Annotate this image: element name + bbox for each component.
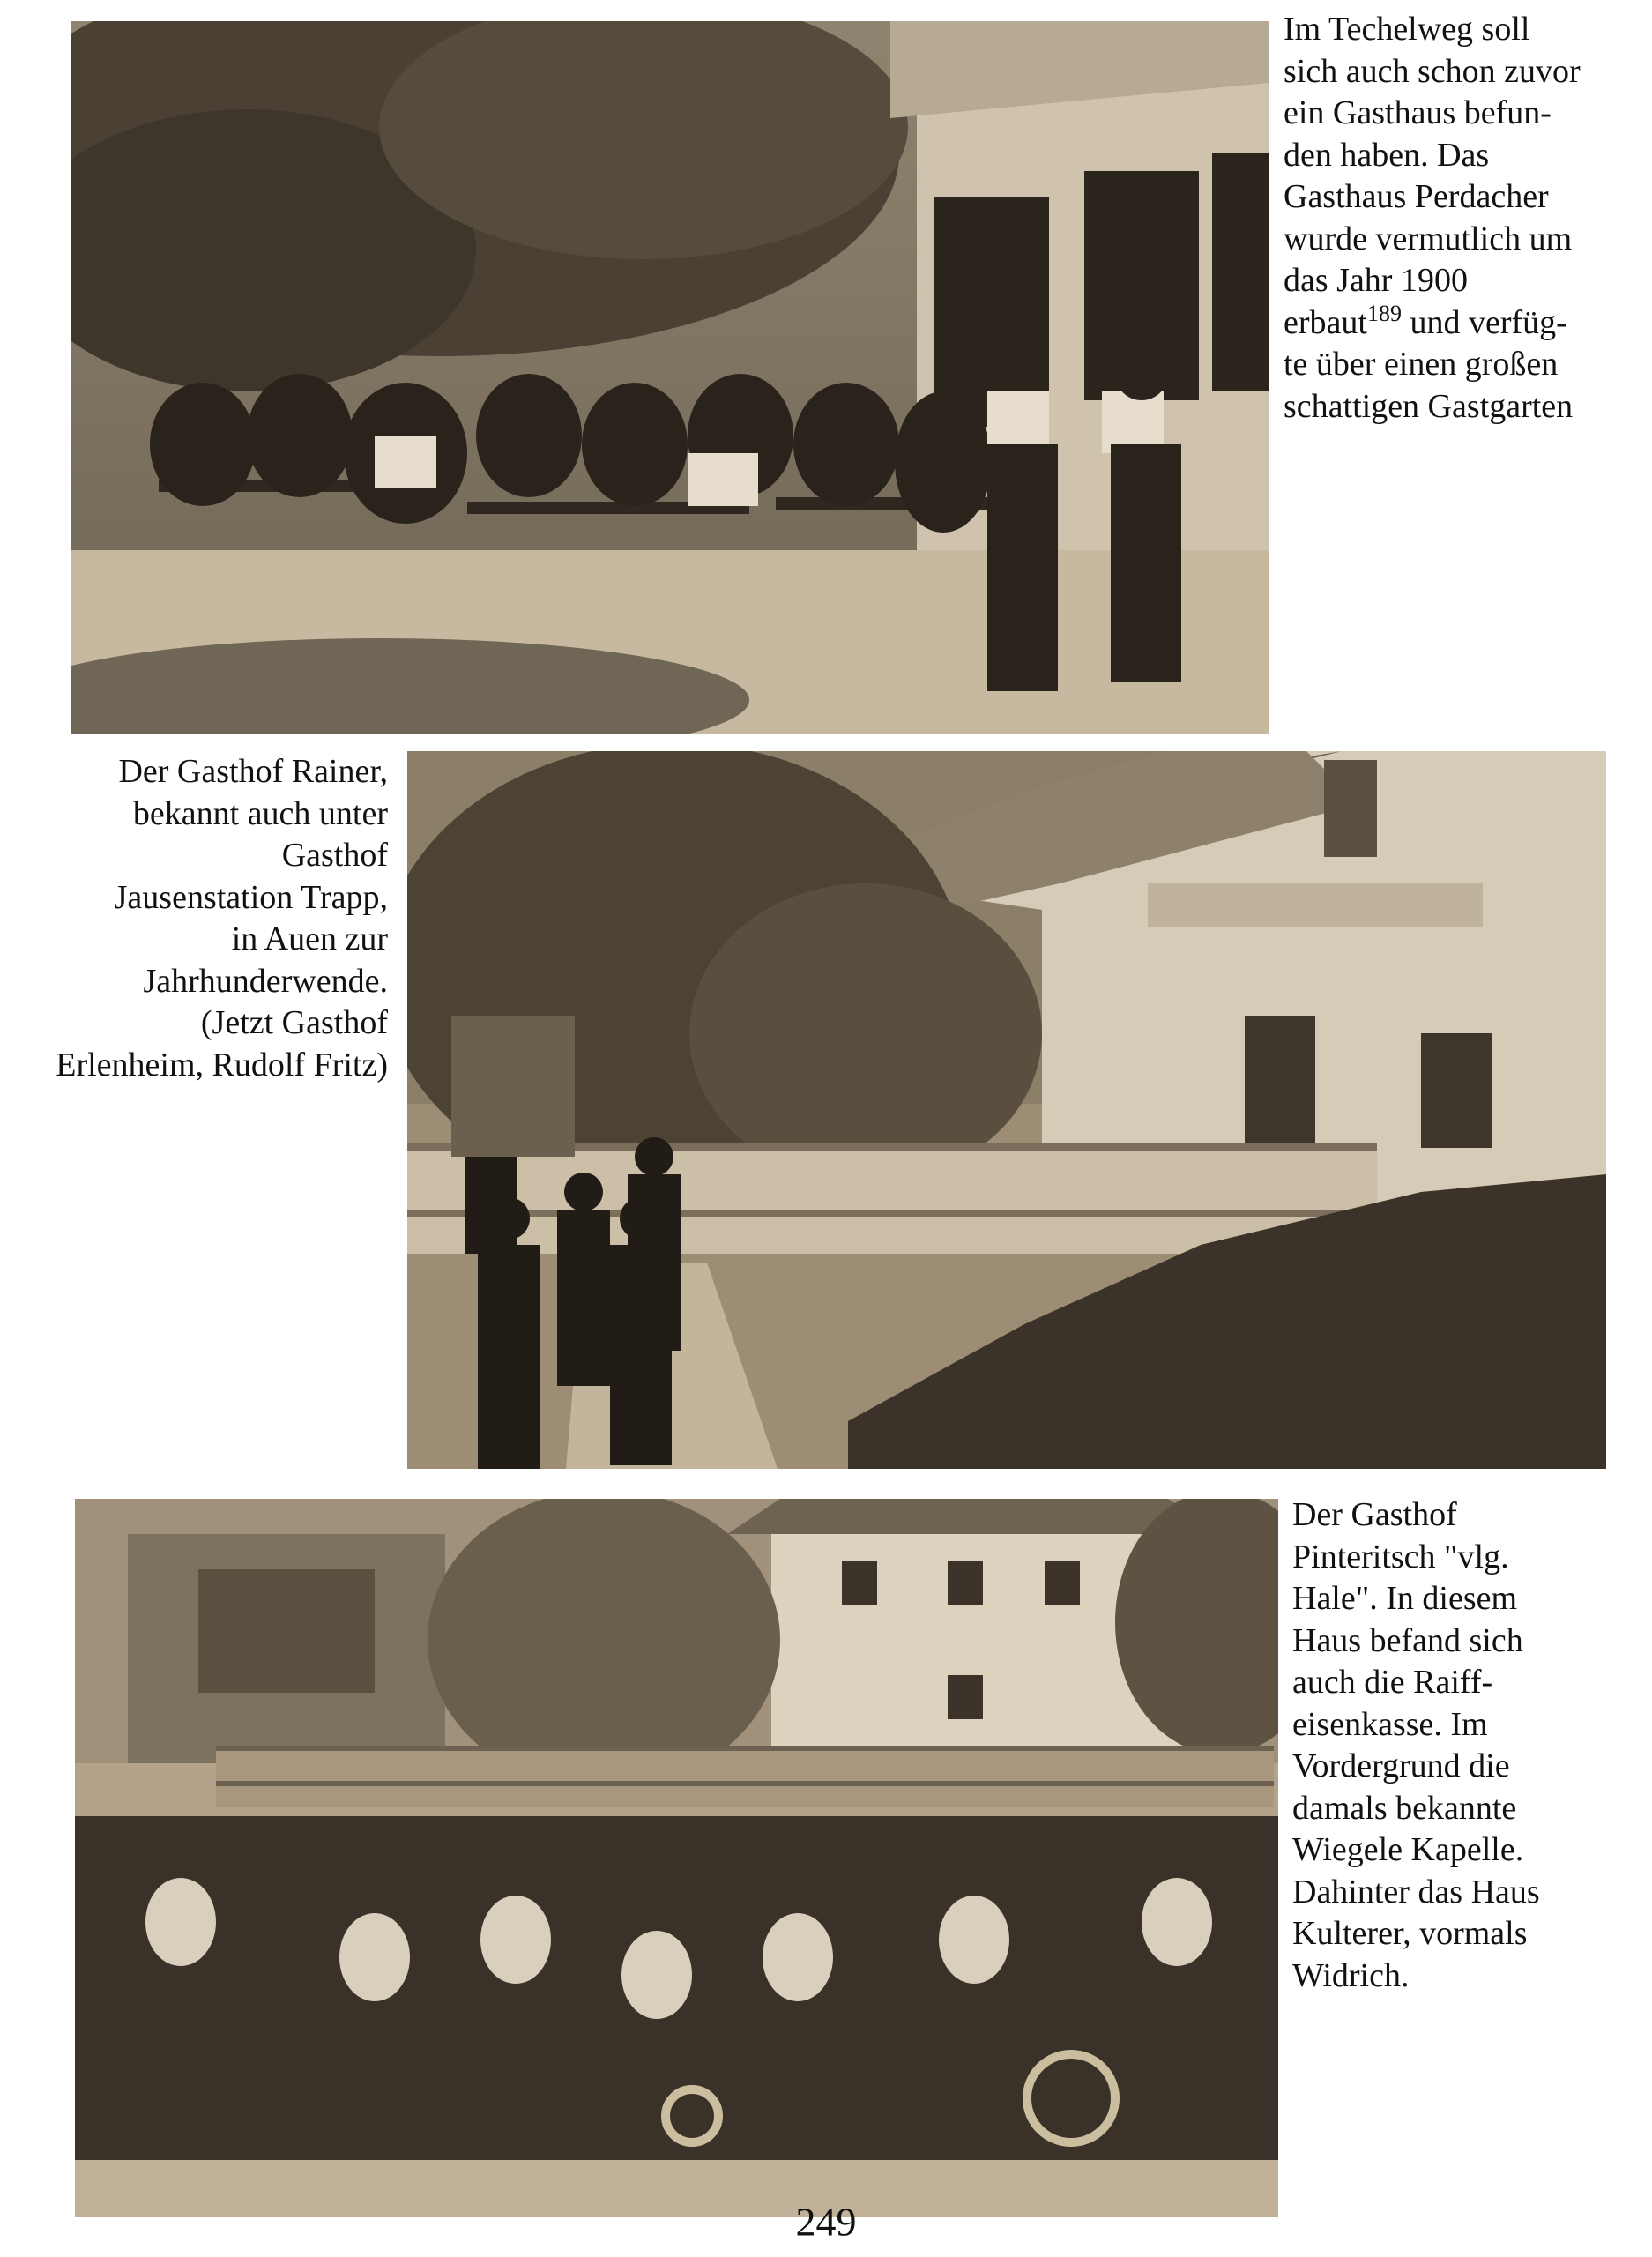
caption-line: Pinteritsch "vlg.	[1292, 1538, 1509, 1575]
caption-line	[1284, 302, 1581, 345]
caption-line: auch die Raiff-	[1292, 1664, 1493, 1701]
caption-line: ein Gasthaus befun-	[1284, 94, 1552, 131]
caption-line: Erlenheim, Rudolf Fritz)	[56, 1046, 388, 1084]
caption-line: Der Gasthof Rainer,	[118, 753, 388, 790]
caption-line: Widrich.	[1292, 1956, 1410, 1994]
caption-line: Jahrhunderwende.	[143, 962, 388, 1000]
caption-line: Vordergrund die	[1292, 1747, 1510, 1784]
caption-line: Wiegele Kapelle.	[1292, 1831, 1524, 1868]
photo-gasthaus-perdacher	[71, 21, 1269, 734]
caption-line: Der Gasthof	[1292, 1496, 1457, 1533]
caption-text: erbaut	[1284, 303, 1367, 341]
caption-line: Jausenstation Trapp,	[114, 878, 388, 916]
caption-line: Hale". In diesem	[1292, 1580, 1518, 1617]
caption-line: Gasthof	[281, 837, 388, 874]
caption-line: den haben. Das	[1284, 136, 1490, 174]
caption-line: sich auch schon zuvor	[1284, 52, 1581, 90]
photo-gasthof-rainer	[407, 751, 1606, 1469]
caption-line: das Jahr 1900	[1284, 262, 1468, 299]
caption-line: Kulterer, vormals	[1292, 1915, 1528, 1952]
photo-gasthaus-perdacher-image	[71, 21, 1269, 734]
page-number: 249	[795, 2199, 857, 2245]
caption-line: te über einen großen	[1284, 346, 1559, 383]
footnote-reference: 189	[1366, 300, 1402, 326]
caption-line: schattigen Gastgarten	[1284, 387, 1574, 425]
photo-gasthof-pinteritsch	[75, 1499, 1278, 2217]
caption-line: Dahinter das Haus	[1292, 1873, 1540, 1911]
caption-line: eisenkasse. Im	[1292, 1705, 1488, 1743]
caption-text: und verfüg-	[1401, 303, 1567, 341]
caption-line: Gasthaus Perdacher	[1284, 178, 1549, 215]
photo-gasthof-rainer-image	[407, 751, 1606, 1469]
caption-line: wurde vermutlich um	[1284, 220, 1573, 257]
caption-gasthof-pinteritsch	[1292, 1494, 1540, 1997]
caption-line: in Auen zur	[231, 920, 388, 957]
caption-gasthaus-perdacher	[1284, 9, 1581, 428]
caption-line: Haus befand sich	[1292, 1621, 1523, 1659]
caption-line: Im Techelweg soll	[1284, 11, 1530, 48]
caption-line: damals bekannte	[1292, 1789, 1517, 1827]
photo-gasthof-pinteritsch-image	[75, 1499, 1278, 2217]
caption-gasthof-rainer	[18, 751, 388, 1086]
caption-line: (Jetzt Gasthof	[200, 1004, 388, 1041]
caption-line: bekannt auch unter	[132, 794, 388, 832]
